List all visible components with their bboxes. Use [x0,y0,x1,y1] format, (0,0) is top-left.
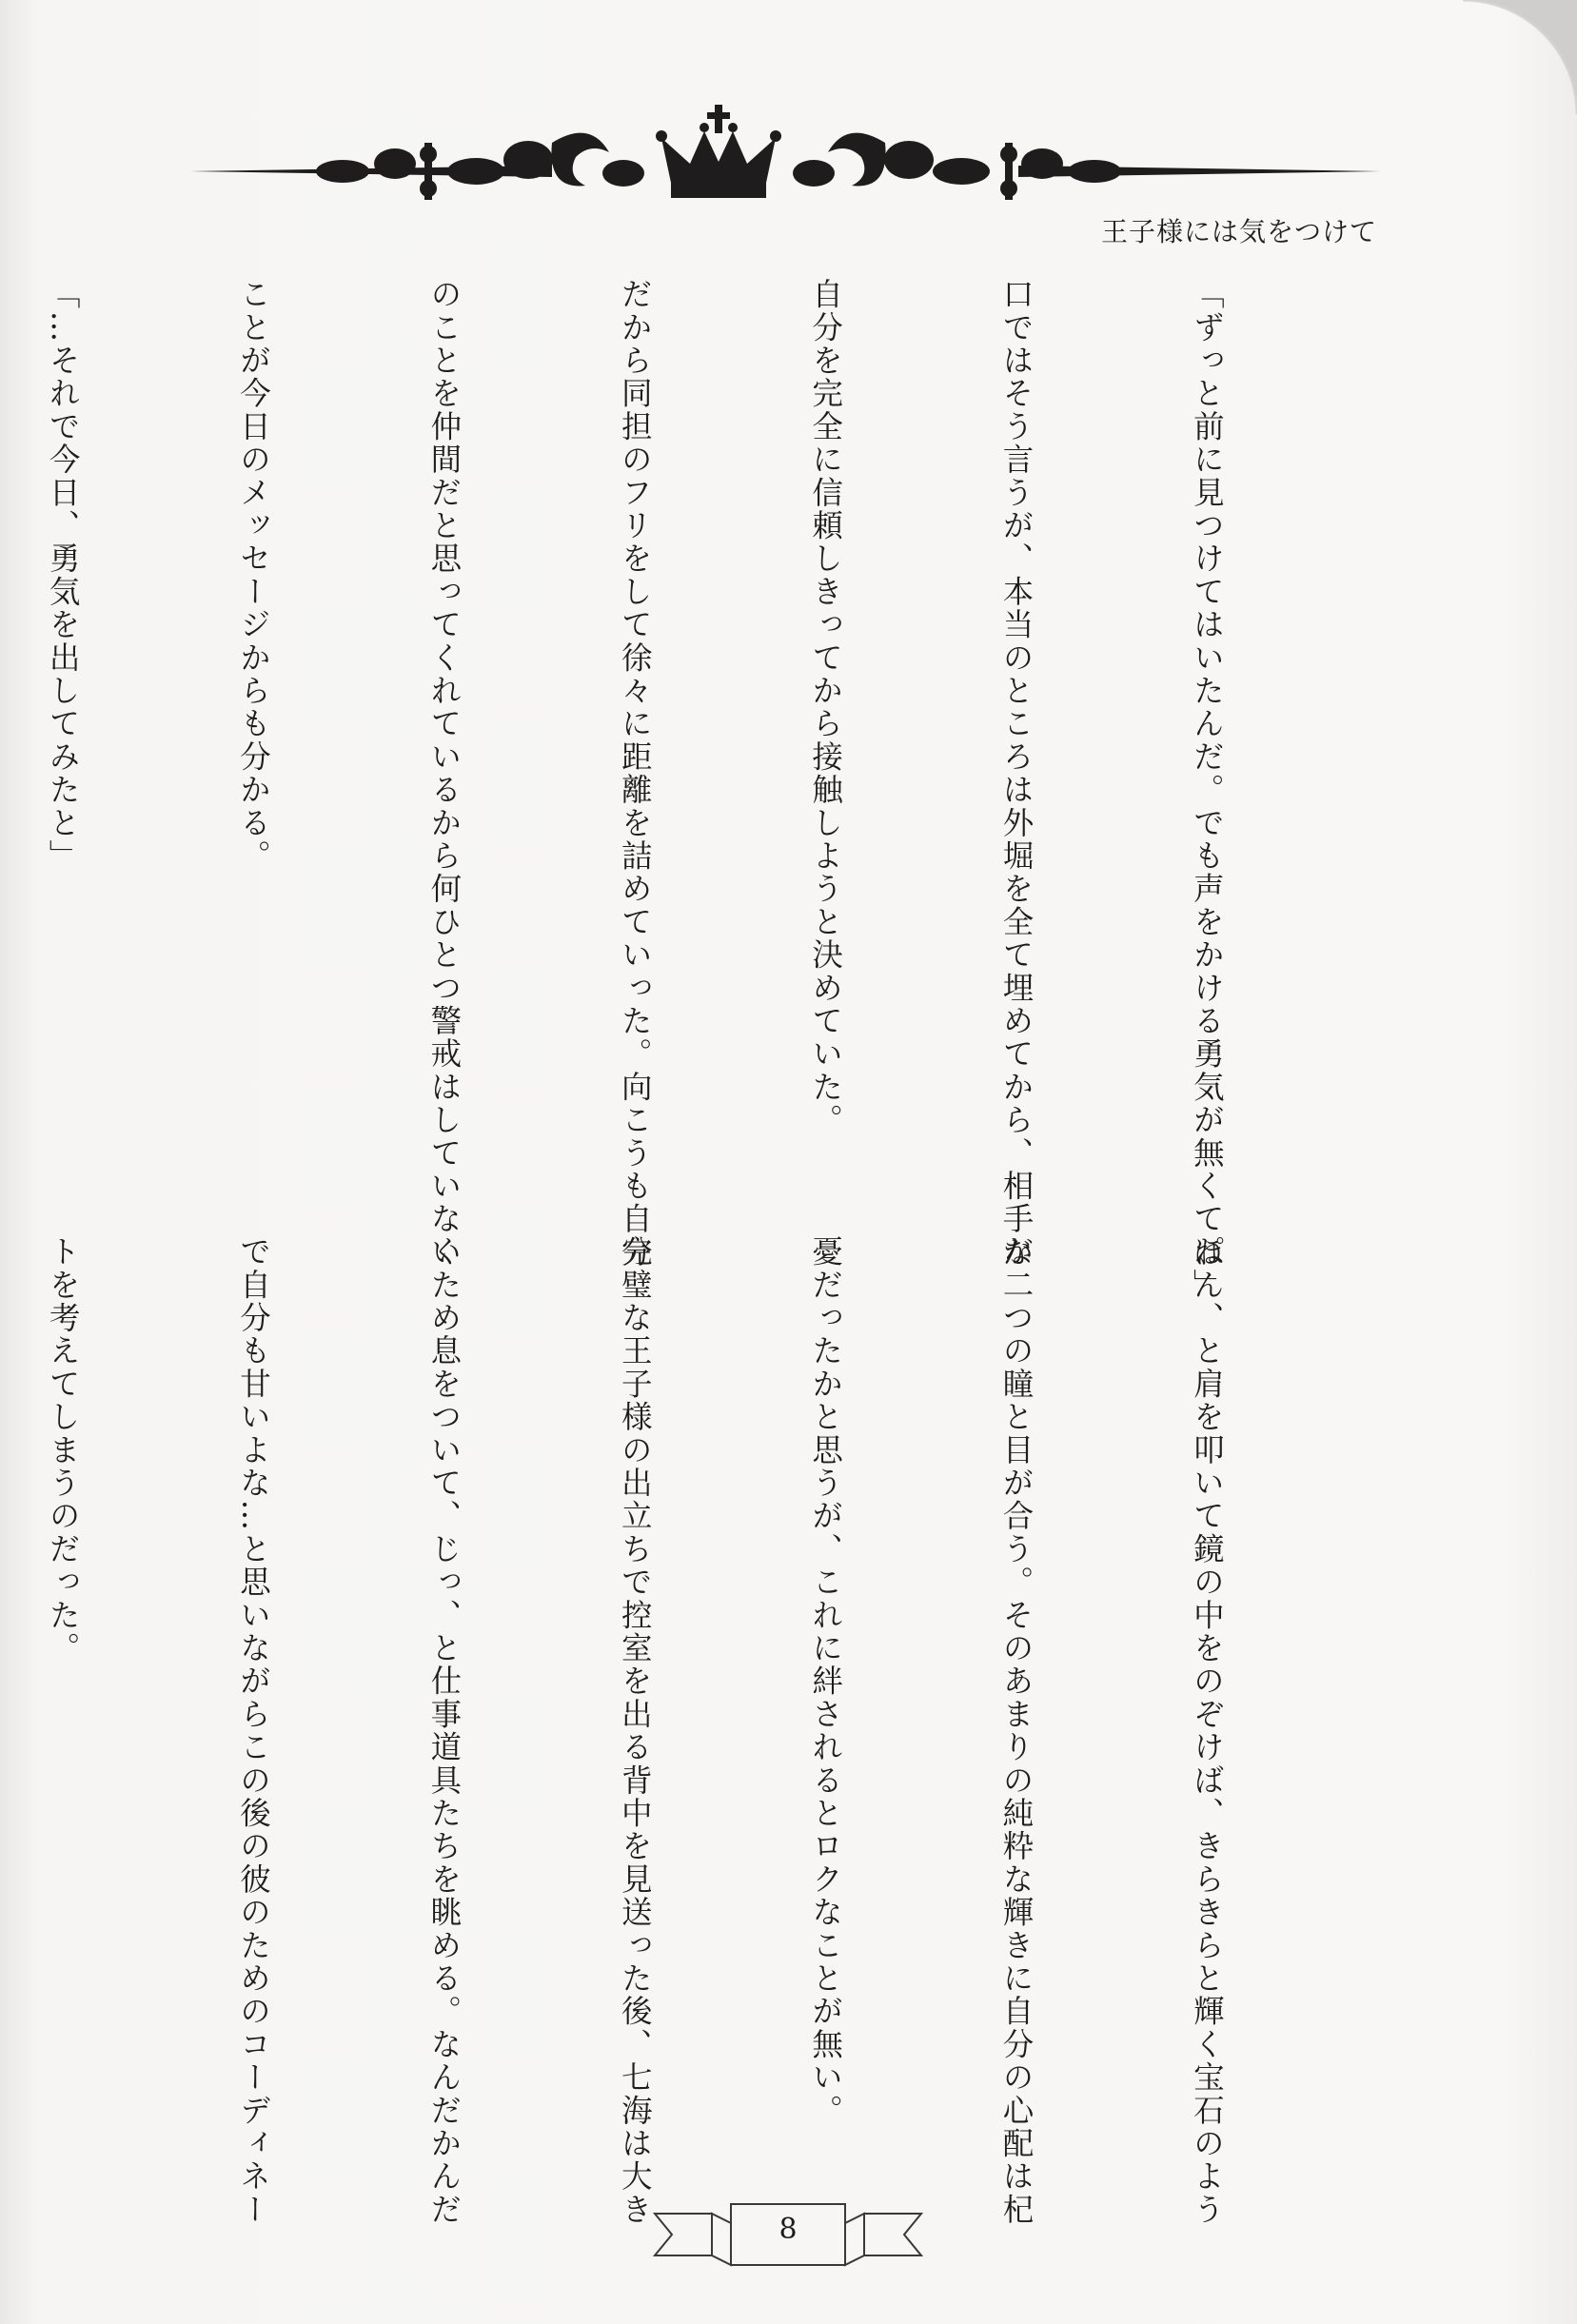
text-column: トを考えてしまうのだった。 [45,1235,82,1665]
lower-text-block [45,1235,1366,2226]
text-column: のことを仲間だと思ってくれているから何ひとつ警戒はしていない [425,278,463,1269]
text-column: 「…それで今日、勇気を出してみたと」 [45,278,82,873]
text-column: ことが今日のメッセージからも分かる。 [235,278,272,873]
header-ornament [190,105,1380,209]
crown-icon [656,105,781,198]
text-column: ぽん、と肩を叩いて鏡の中をのぞけば、きらきらと輝く宝石のよう [1189,1235,1226,2226]
text-column: で自分も甘いよな…と思いながらこの後の彼のためのコーディネー [235,1235,272,2226]
text-column: 憂だったかと思うが、これに絆されるとロクなことが無い。 [807,1235,844,2127]
text-column: 自分を完全に信頼しきってから接触しようと決めていた。 [807,278,844,1137]
text-column: な二つの瞳と目が合う。そのあまりの純粋な輝きに自分の心配は杞 [998,1235,1035,2226]
text-column: くため息をついて、じっ、と仕事道具たちを眺める。なんだかんだ [425,1235,463,2226]
left-scroll-flourish-icon [316,133,644,200]
upper-text-block [45,278,1366,1302]
right-scroll-flourish-icon [793,133,1121,200]
text-column: だから同担のフリをして徐々に距離を詰めていった。向こうも自分 [617,278,654,1269]
text-column: 口ではそう言うが、本当のところは外堀を全て埋めてから、相手が [998,278,1035,1269]
page-number: 8 [779,2213,798,2246]
running-title: 王子様には気をつけて [1100,216,1377,247]
page-corner-shadow [1463,0,1577,114]
text-column: 完璧な王子様の出立ちで控室を出る背中を見送った後、七海は大き [617,1235,654,2226]
text-column: 「ずっと前に見つけてはいたんだ。でも声をかける勇気が無くてね」 [1189,278,1226,1302]
